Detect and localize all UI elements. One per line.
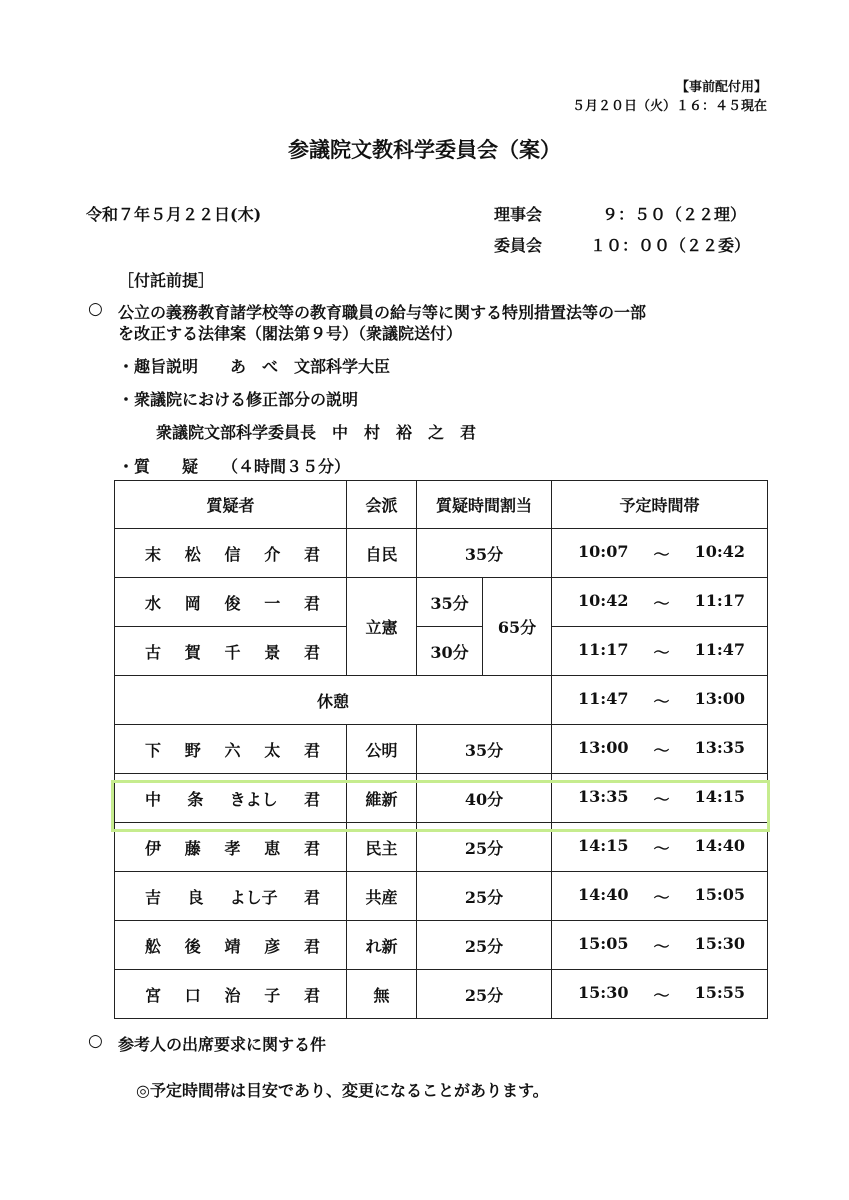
bill-title-line1: 公立の義務教育諸学校等の教育職員の給与等に関する特別措置法等の一部: [118, 303, 647, 322]
agenda-item-amendment: ・衆議院における修正部分の説明: [118, 390, 359, 409]
time-slot: 10:42 ～ 11:17: [578, 590, 745, 613]
session-time-board: ９：５０（２２理）: [602, 205, 747, 224]
footer-note: ◎予定時間帯は目安であり、変更になることがあります。: [136, 1081, 549, 1100]
party: 無: [347, 970, 417, 1019]
questioner-name: 古 賀 千 景 君: [145, 642, 320, 662]
party: 自民: [347, 529, 417, 578]
table-row: [115, 529, 768, 578]
header-slot: 予定時間帯: [552, 481, 768, 529]
allot: 25分: [417, 970, 552, 1019]
questioner-name: 伊 藤 孝 恵 君: [145, 838, 320, 858]
allot: 35分: [417, 578, 483, 627]
allot: 25分: [417, 823, 552, 872]
footer-bullet-icon: ○: [88, 1031, 103, 1051]
agenda-item-explanation: ・趣旨説明 あ べ 文部科学大臣: [118, 357, 391, 376]
allot: 30分: [417, 627, 483, 676]
questioner-name: 吉 良 よし子 君: [145, 887, 320, 907]
header-allot: 質疑時間割当: [417, 481, 552, 529]
agenda-item-questions: ・質 疑 （４時間３５分）: [118, 457, 351, 476]
header-party: 会派: [347, 481, 417, 529]
party: 共産: [347, 872, 417, 921]
party: 公明: [347, 725, 417, 774]
session-label-board: 理事会: [494, 205, 543, 224]
session-label-committee: 委員会: [494, 236, 543, 255]
time-slot: 10:07 ～ 10:42: [578, 541, 745, 564]
time-slot: 15:05 ～ 15:30: [578, 933, 745, 956]
table-row: [115, 627, 768, 676]
questioner-name: 水 岡 俊 一 君: [145, 593, 320, 613]
questioner-name: 宮 口 治 子 君: [145, 985, 320, 1005]
break-row: [115, 676, 768, 725]
header-questioner: 質疑者: [115, 481, 347, 529]
allot: 25分: [417, 872, 552, 921]
timestamp: ５月２０日（火）１６：４５現在: [571, 99, 767, 114]
table-row: [115, 578, 768, 627]
time-slot: 11:17 ～ 11:47: [578, 639, 745, 662]
party: 民主: [347, 823, 417, 872]
amendment-presenter: 衆議院文部科学委員長 中 村 裕 之 君: [156, 423, 477, 442]
questioner-name: 下 野 六 太 君: [145, 740, 320, 760]
time-slot: 11:47 ～ 13:00: [578, 688, 745, 711]
party: 立憲: [347, 578, 417, 676]
allot: 35分: [417, 529, 552, 578]
table-row: [115, 725, 768, 774]
distribution-tag: 【事前配付用】: [675, 80, 767, 95]
allot: 40分: [417, 774, 552, 823]
table-row: [115, 921, 768, 970]
allot: 25分: [417, 921, 552, 970]
schedule-table: [114, 480, 768, 1019]
table-row: [115, 872, 768, 921]
questioner-name: 中 条 きよし 君: [145, 789, 320, 809]
session-time-committee: １０：００（２２委）: [590, 236, 751, 255]
group-allot: 65分: [483, 578, 552, 676]
table-row: [115, 970, 768, 1019]
party: れ新: [347, 921, 417, 970]
bill-bullet-icon: ○: [88, 299, 103, 319]
questioner-name: 舩 後 靖 彦 君: [145, 936, 320, 956]
table-row: [115, 774, 768, 823]
party: 維新: [347, 774, 417, 823]
allot: 35分: [417, 725, 552, 774]
time-slot: 13:00 ～ 13:35: [578, 737, 745, 760]
time-slot: 15:30 ～ 15:55: [578, 982, 745, 1005]
table-row: [115, 823, 768, 872]
time-slot: 13:35 ～ 14:15: [578, 786, 745, 809]
break-label: 休憩: [115, 676, 552, 725]
meeting-date: 令和７年５月２２日(木): [86, 205, 262, 224]
time-slot: 14:15 ～ 14:40: [578, 835, 745, 858]
table-header-row: [115, 481, 768, 529]
section-label: ［付託前提］: [118, 271, 215, 290]
time-slot: 14:40 ～ 15:05: [578, 884, 745, 907]
footer-item: 参考人の出席要求に関する件: [118, 1035, 327, 1054]
page-title: 参議院文教科学委員会（案）: [288, 137, 561, 162]
bill-title-line2: を改正する法律案（閣法第９号）（衆議院送付）: [118, 324, 463, 343]
questioner-name: 末 松 信 介 君: [145, 544, 320, 564]
